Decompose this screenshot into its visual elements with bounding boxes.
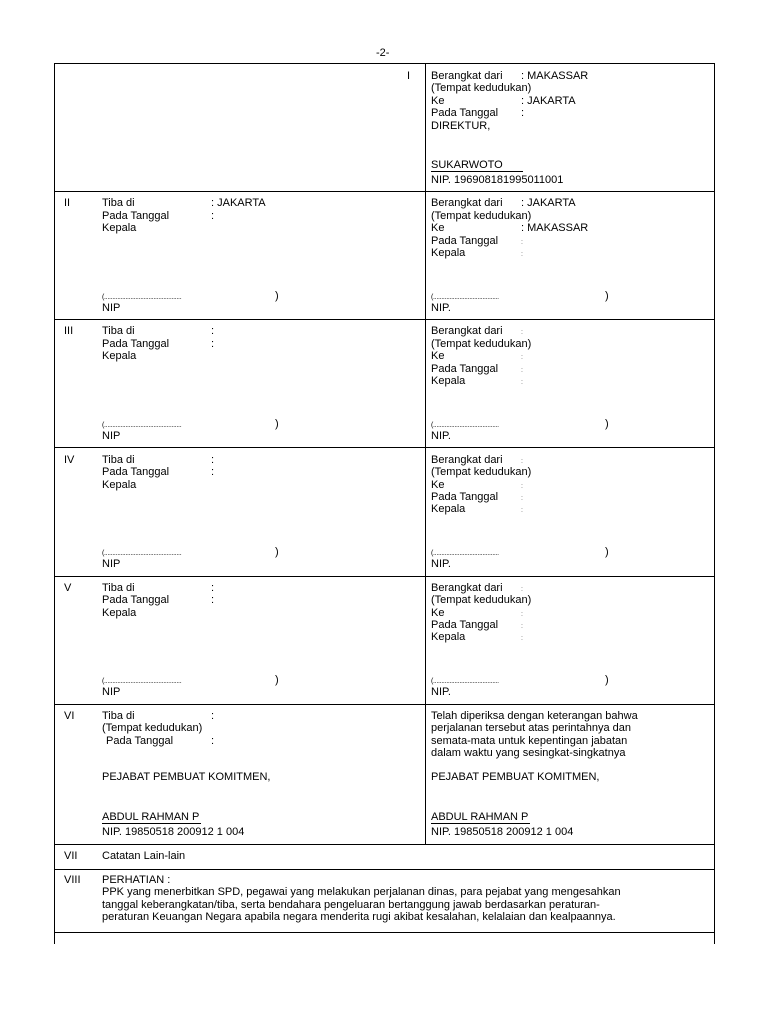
row-divider — [54, 869, 714, 870]
tanggal-colon: : — [211, 466, 215, 478]
signature-line: (............................................... — [102, 294, 182, 301]
perhatian-text: tanggal keberangkatan/tiba, serta bendahara pengeluaran bertanggung jawab berdasarkan peraturan- — [102, 899, 600, 911]
ke-colon: : — [521, 483, 523, 490]
berangkat-label: Berangkat dari — [431, 325, 503, 337]
tanggal-colon: : — [211, 735, 215, 747]
berangkat-colon: : — [521, 458, 523, 465]
signature-close: ) — [275, 546, 279, 558]
berangkat-label: Berangkat dari — [431, 454, 503, 466]
row-divider — [54, 932, 714, 933]
kepala-colon: : — [521, 507, 523, 514]
kepala-label: Kepala — [431, 631, 466, 643]
kepala-label: Kepala — [102, 479, 137, 491]
signature-line: (............................................... — [102, 422, 182, 429]
tanggal-colon: : — [521, 107, 525, 119]
tanggal-label: Pada Tanggal — [431, 107, 499, 119]
catatan-label: Catatan Lain-lain — [102, 850, 186, 862]
perhatian-heading: PERHATIAN : — [102, 874, 171, 886]
tanggal-label: Pada Tanggal — [102, 210, 170, 222]
perhatian-text: peraturan Keuangan Negara apabila negara menderita rugi akibat kesalahan, kelalaian dan kealpaannya. — [102, 911, 616, 923]
tanggal-label: Pada Tanggal — [431, 619, 499, 631]
berangkat-value: : JAKARTA — [521, 197, 576, 209]
nip-label: NIP. — [431, 430, 451, 442]
tanggal-colon: : — [521, 623, 523, 630]
tempat-kedudukan: (Tempat kedudukan) — [102, 722, 203, 734]
ke-label: Ke — [431, 607, 445, 619]
signature-close: ) — [605, 674, 609, 686]
row-numeral: I — [407, 70, 411, 82]
nip-label: NIP. — [431, 302, 451, 314]
nip-label: NIP. — [431, 686, 451, 698]
tempat-kedudukan: (Tempat kedudukan) — [431, 594, 532, 606]
statement-line: semata-mata untuk kepentingan jabatan — [431, 735, 628, 747]
row-divider — [54, 447, 714, 448]
kepala-label: Kepala — [102, 350, 137, 362]
tiba-colon: : — [211, 325, 215, 337]
signatory-name: ABDUL RAHMAN P — [431, 811, 529, 823]
tiba-label: Tiba di — [102, 325, 135, 337]
ke-label: Ke — [431, 479, 445, 491]
tempat-kedudukan: (Tempat kedudukan) — [431, 210, 532, 222]
signature-close: ) — [605, 546, 609, 558]
berangkat-colon: : — [521, 329, 523, 336]
kepala-label: Kepala — [431, 503, 466, 515]
statement-line: dalam waktu yang sesingkat-singkatnya — [431, 747, 626, 759]
signatory-nip: NIP. 196908181995011001 — [431, 174, 564, 186]
tanggal-colon: : — [211, 210, 215, 222]
ke-label: Ke — [431, 222, 445, 234]
kepala-label: Kepala — [431, 247, 466, 259]
ke-label: Ke — [431, 350, 445, 362]
tiba-label: Tiba di — [102, 710, 135, 722]
tiba-value: : JAKARTA — [211, 197, 266, 209]
tempat-kedudukan: (Tempat kedudukan) — [431, 338, 532, 350]
signatory-name: ABDUL RAHMAN P — [102, 811, 200, 823]
berangkat-label: Berangkat dari — [431, 70, 503, 82]
signatory-nip: NIP. 19850518 200912 1 004 — [431, 826, 574, 838]
signature-line: (........................................ — [431, 422, 499, 429]
kepala-label: Kepala — [102, 222, 137, 234]
nip-label: NIP. — [431, 558, 451, 570]
signature-line: (........................................ — [431, 678, 499, 685]
tempat-kedudukan: (Tempat kedudukan) — [431, 82, 532, 94]
tanggal-colon: : — [211, 594, 215, 606]
jabatan: PEJABAT PEMBUAT KOMITMEN, — [102, 771, 271, 783]
row-divider — [54, 704, 714, 705]
tempat-kedudukan: (Tempat kedudukan) — [431, 466, 532, 478]
tanggal-label: Pada Tanggal — [102, 338, 170, 350]
tanggal-colon: : — [521, 495, 523, 502]
tanggal-colon: : — [521, 367, 523, 374]
tiba-label: Tiba di — [102, 582, 135, 594]
nip-label: NIP — [102, 302, 121, 314]
signature-line: (............................................... — [102, 678, 182, 685]
row-numeral: VIII — [64, 874, 81, 886]
tiba-colon: : — [211, 582, 215, 594]
tanggal-label: Pada Tanggal — [102, 594, 170, 606]
kepala-label: Kepala — [431, 375, 466, 387]
signature-line: (........................................ — [431, 294, 499, 301]
nip-label: NIP — [102, 558, 121, 570]
jabatan: DIREKTUR, — [431, 120, 491, 132]
berangkat-colon: : — [521, 586, 523, 593]
berangkat-value: : MAKASSAR — [521, 70, 589, 82]
row-divider — [54, 576, 714, 577]
tiba-label: Tiba di — [102, 197, 135, 209]
berangkat-label: Berangkat dari — [431, 197, 503, 209]
row-divider — [54, 844, 714, 845]
nip-label: NIP — [102, 686, 121, 698]
statement-line: Telah diperiksa dengan keterangan bahwa — [431, 710, 638, 722]
kepala-label: Kepala — [102, 607, 137, 619]
signature-close: ) — [605, 418, 609, 430]
signature-close: ) — [275, 290, 279, 302]
row-numeral: IV — [64, 454, 75, 466]
tanggal-label: Pada Tanggal — [431, 491, 499, 503]
kepala-colon: : — [521, 379, 523, 386]
kepala-colon: : — [521, 635, 523, 642]
signature-close: ) — [275, 674, 279, 686]
signature-close: ) — [275, 418, 279, 430]
jabatan: PEJABAT PEMBUAT KOMITMEN, — [431, 771, 600, 783]
tanggal-colon: : — [211, 338, 215, 350]
berangkat-label: Berangkat dari — [431, 582, 503, 594]
row-numeral: III — [64, 325, 74, 337]
tanggal-label: Pada Tanggal — [431, 363, 499, 375]
ke-value: : MAKASSAR — [521, 222, 589, 234]
tanggal-label: Pada Tanggal — [106, 735, 174, 747]
tiba-colon: : — [211, 454, 215, 466]
ke-colon: : — [521, 354, 523, 361]
tanggal-label: Pada Tanggal — [102, 466, 170, 478]
tiba-label: Tiba di — [102, 454, 135, 466]
signatory-nip: NIP. 19850518 200912 1 004 — [102, 826, 245, 838]
row-divider — [54, 191, 714, 192]
perhatian-text: PPK yang menerbitkan SPD, pegawai yang melakukan perjalanan dinas, para pejabat yang mengesahkan — [102, 886, 621, 898]
ke-value: : JAKARTA — [521, 95, 576, 107]
signature-close: ) — [605, 290, 609, 302]
row-divider — [54, 319, 714, 320]
tanggal-colon: : — [521, 239, 523, 246]
page-number: -2- — [376, 47, 390, 59]
tanggal-label: Pada Tanggal — [431, 235, 499, 247]
column-divider — [425, 63, 426, 844]
nip-label: NIP — [102, 430, 121, 442]
row-numeral: VII — [64, 850, 78, 862]
row-numeral: II — [64, 197, 71, 209]
signature-line: (........................................ — [431, 550, 499, 557]
signatory-name: SUKARWOTO — [431, 160, 523, 172]
kepala-colon: : — [521, 251, 523, 258]
signature-line: (............................................... — [102, 550, 182, 557]
row-numeral: VI — [64, 710, 75, 722]
tiba-colon: : — [211, 710, 215, 722]
statement-line: perjalanan tersebut atas perintahnya dan — [431, 722, 631, 734]
ke-colon: : — [521, 611, 523, 618]
row-numeral: V — [64, 582, 72, 594]
ke-label: Ke — [431, 95, 445, 107]
